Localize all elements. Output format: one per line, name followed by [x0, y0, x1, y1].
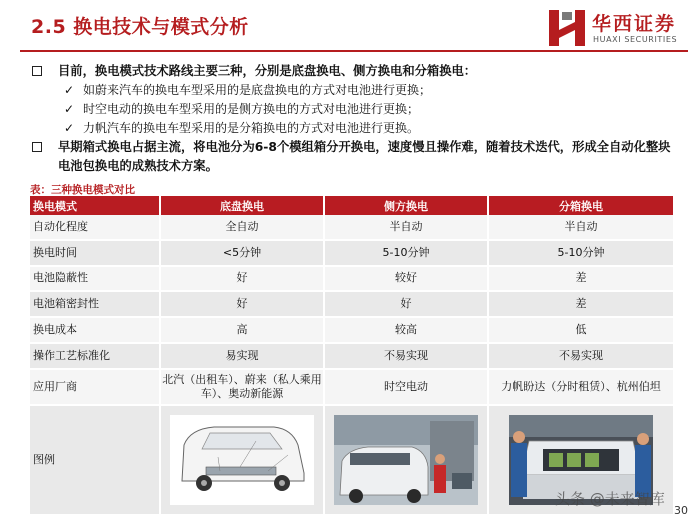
page-title: 2.5 换电技术与模式分析 — [31, 16, 249, 38]
table-cell: 操作工艺标准化 — [30, 343, 160, 369]
table-cell: 换电成本 — [30, 317, 160, 343]
square-bullet-icon — [32, 142, 42, 152]
table-cell: 5-10分钟 — [488, 240, 674, 266]
square-bullet-icon — [32, 66, 42, 76]
bullet-sub — [30, 119, 680, 138]
logo-english-name: HUAXI SECURITIES — [593, 35, 678, 44]
bullet-sub — [30, 100, 680, 119]
table-row — [30, 291, 674, 317]
table-cell: 好 — [324, 291, 488, 317]
table-cell: 自动化程度 — [30, 215, 160, 240]
table-cell: 力帆盼达（分时租赁）、杭州伯坦 — [488, 369, 674, 405]
bullet-text: 早期箱式换电占据主流，将电池分为6-8个模组箱分开换电，速度慢且操作难，随着技术迭代，形成全自动化整块电池包换电的成熟技术方案。 — [58, 140, 671, 173]
comparison-table — [30, 196, 675, 516]
table-cell: 较高 — [324, 317, 488, 343]
table-cell: 半自动 — [324, 215, 488, 240]
bullet-sub-text: 时空电动的换电车型采用的是侧方换电的方式对电池进行更换； — [83, 102, 420, 116]
table-cell: 北汽（出租车）、蔚来（私人乘用车）、奥动新能源 — [160, 369, 324, 405]
bullet-sub — [30, 81, 680, 100]
page-number: 30 — [674, 504, 688, 517]
table-header-cell: 分箱换电 — [488, 196, 674, 215]
checkmark-icon: ✓ — [64, 83, 75, 97]
table-cell: <5分钟 — [160, 240, 324, 266]
table-cell: 高 — [160, 317, 324, 343]
bullet-main-1 — [30, 62, 680, 81]
table-cell: 全自动 — [160, 215, 324, 240]
bullet-section — [30, 62, 680, 176]
table-cell — [160, 405, 324, 515]
huaxi-logo — [548, 8, 688, 50]
table-header-cell: 侧方换电 — [324, 196, 488, 215]
huaxi-logo-mark-icon — [548, 8, 586, 48]
table-cell: 好 — [160, 266, 324, 292]
table-cell: 半自动 — [488, 215, 674, 240]
table-row — [30, 369, 674, 405]
table-cell: 较好 — [324, 266, 488, 292]
table-caption: 表：三种换电模式对比 — [30, 184, 135, 196]
bullet-main-2 — [30, 138, 680, 176]
table-row — [30, 266, 674, 292]
table-header-cell: 底盘换电 — [160, 196, 324, 215]
checkmark-icon: ✓ — [64, 121, 75, 135]
table-cell: 时空电动 — [324, 369, 488, 405]
logo-chinese-name: 华西证券 — [592, 13, 677, 35]
table-cell: 易实现 — [160, 343, 324, 369]
chassis-swap-diagram — [170, 415, 314, 505]
table-cell: 电池隐蔽性 — [30, 266, 160, 292]
bullet-text: 目前，换电模式技术路线主要三种，分别是底盘换电、侧方换电和分箱换电： — [58, 64, 477, 78]
table-cell: 不易实现 — [488, 343, 674, 369]
table-cell: 好 — [160, 291, 324, 317]
table-cell: 图例 — [30, 405, 160, 515]
header-divider — [20, 50, 688, 52]
table-cell — [324, 405, 488, 515]
bullet-sub-text: 力帆汽车的换电车型采用的是分箱换电的方式对电池进行更换。 — [83, 121, 420, 135]
watermark: 头条 @未来智库 — [555, 490, 665, 508]
table-cell: 电池箱密封性 — [30, 291, 160, 317]
table-cell: 差 — [488, 266, 674, 292]
checkmark-icon: ✓ — [64, 102, 75, 116]
table-row — [30, 317, 674, 343]
table-row — [30, 240, 674, 266]
table-cell: 低 — [488, 317, 674, 343]
table-cell: 应用厂商 — [30, 369, 160, 405]
table-header-cell: 换电模式 — [30, 196, 160, 215]
table-cell: 换电时间 — [30, 240, 160, 266]
table-row — [30, 215, 674, 240]
table-header-row — [30, 196, 674, 215]
table-cell: 差 — [488, 291, 674, 317]
table-cell: 5-10分钟 — [324, 240, 488, 266]
table-row — [30, 343, 674, 369]
table-cell: 不易实现 — [324, 343, 488, 369]
bullet-sub-text: 如蔚来汽车的换电车型采用的是底盘换电的方式对电池进行更换； — [83, 83, 432, 97]
side-swap-photo — [334, 415, 478, 505]
